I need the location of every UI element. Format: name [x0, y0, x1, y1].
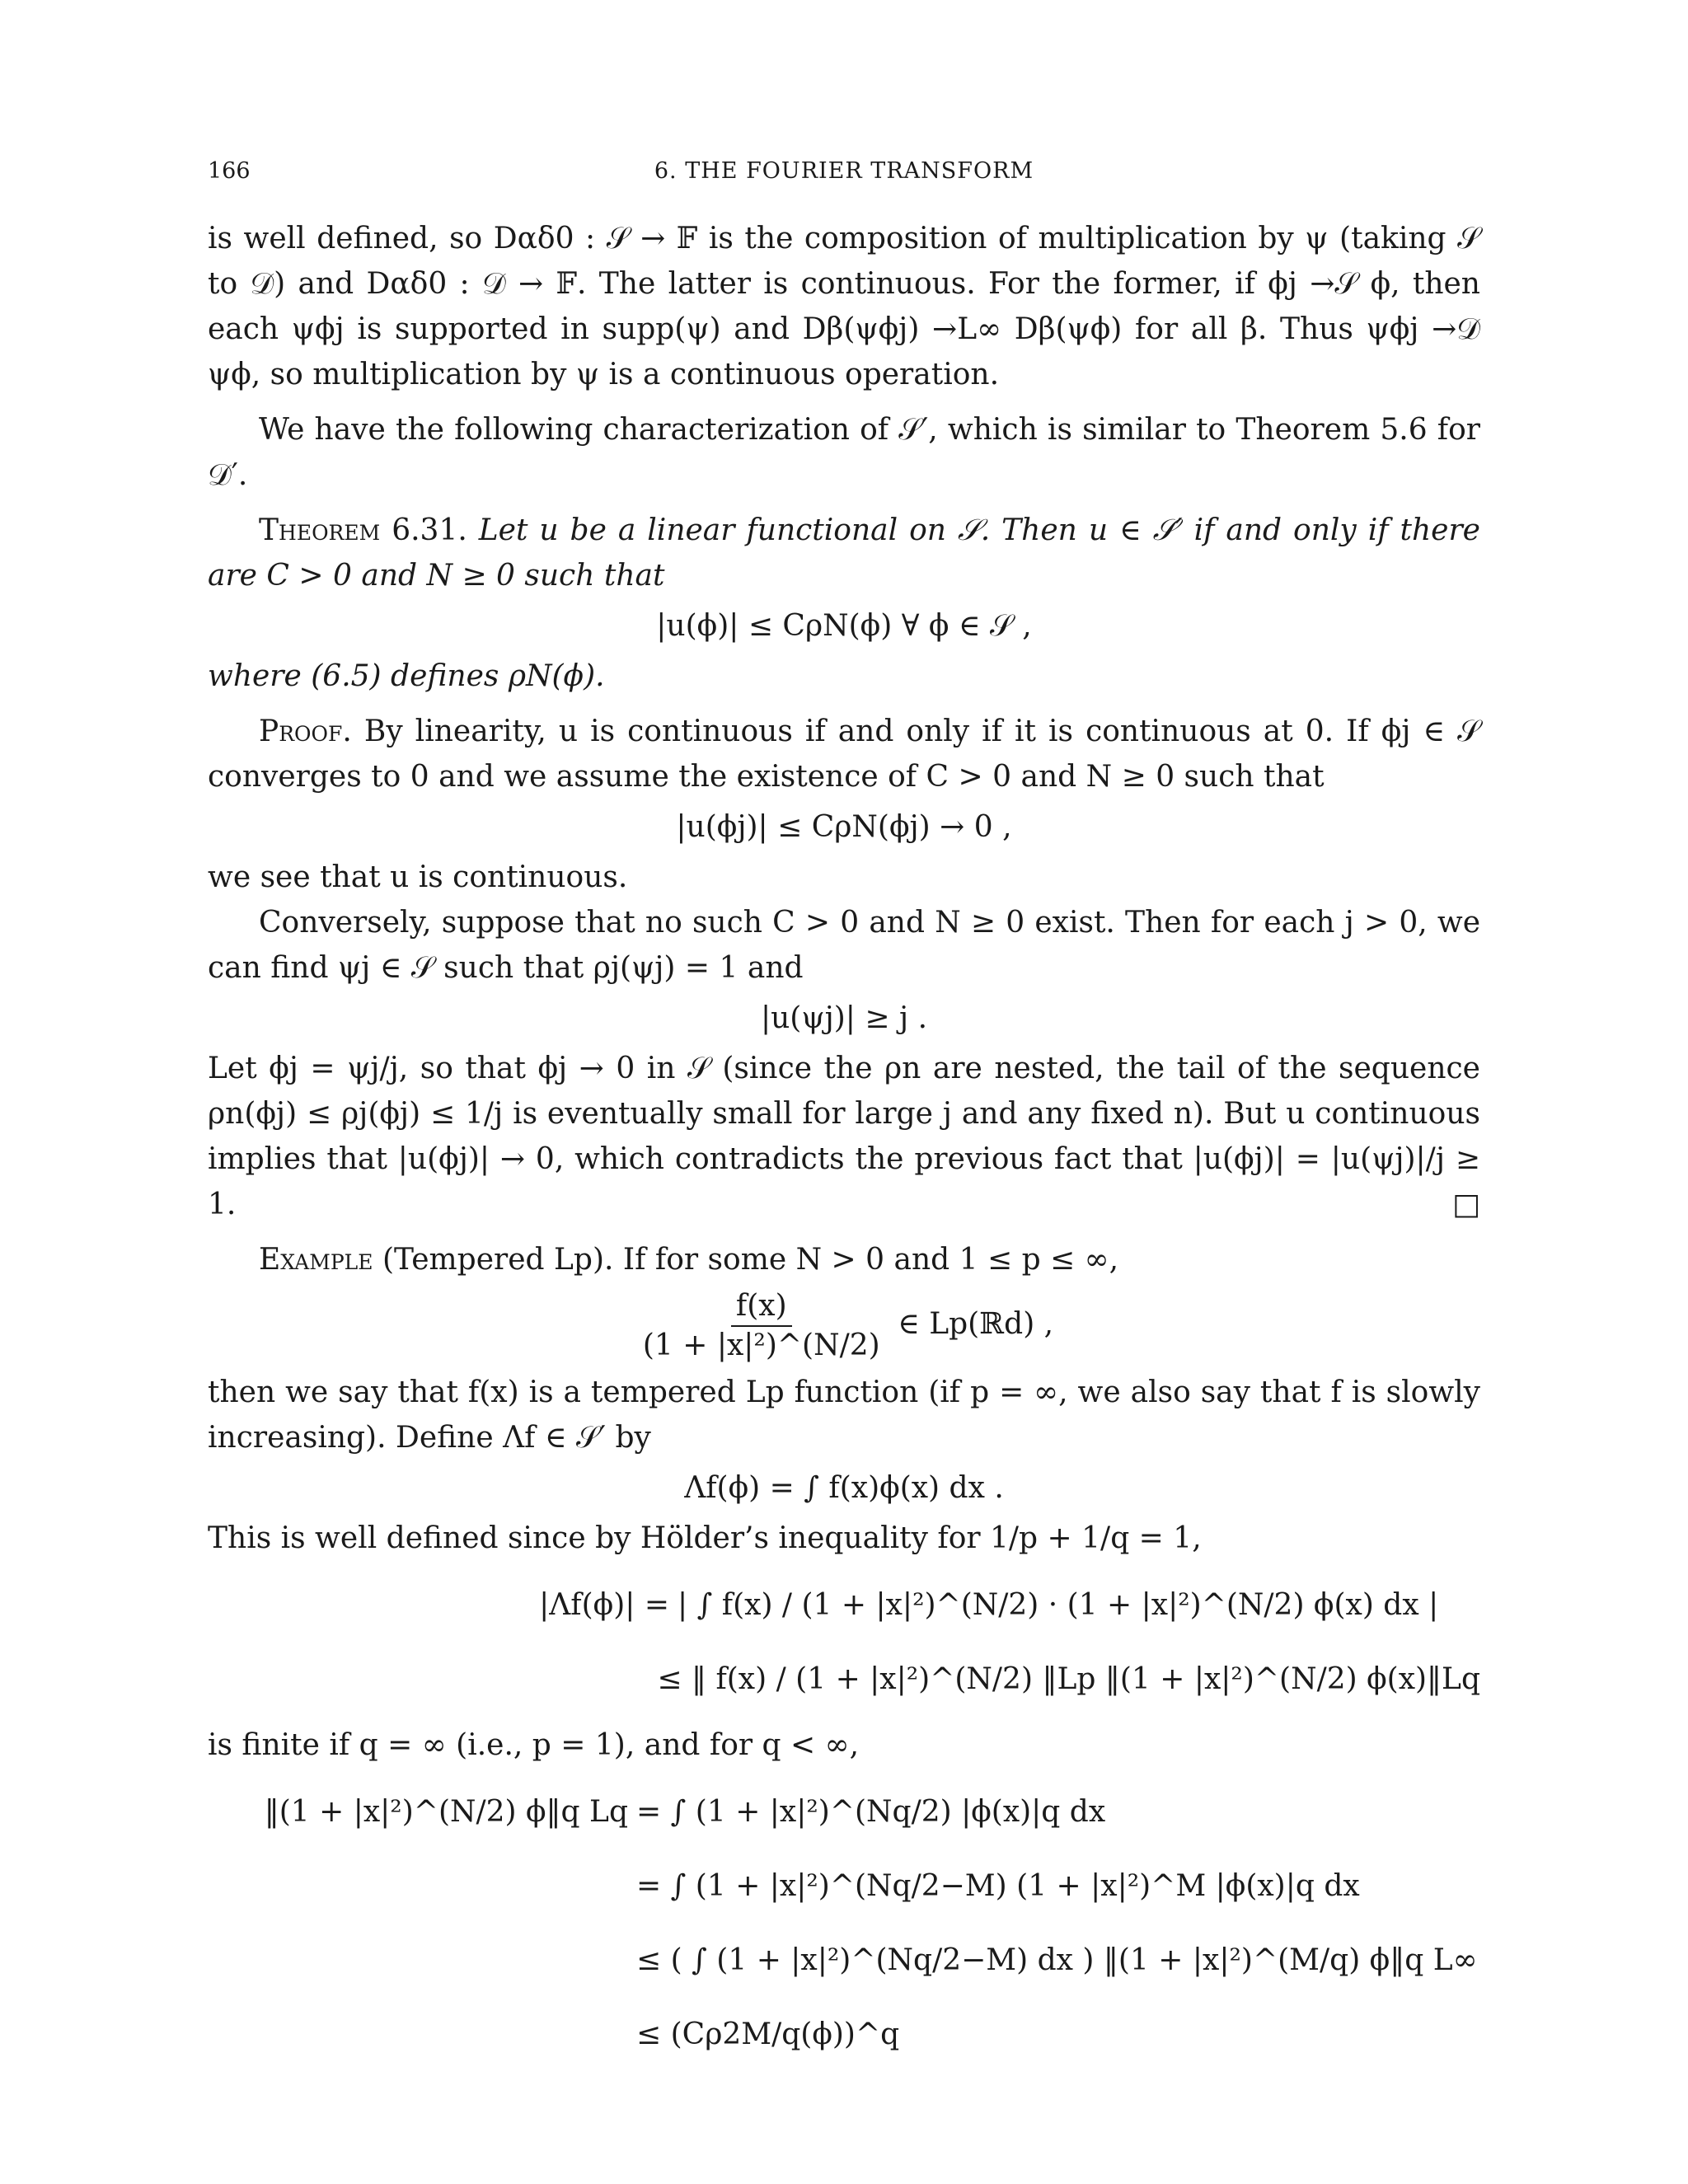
tempered-fraction [638, 1287, 885, 1365]
chain-row-2 [208, 1849, 1480, 1923]
chain-rhs-4: ≤ (Cρ2M/q(ϕ))^q [636, 2017, 900, 2051]
theorem-6-31 [208, 508, 1480, 598]
holder-rhs-2: ≤ ‖ f(x) / (1 + |x|²)^(N/2) ‖Lp ‖(1 + |x|²)^(N/2) ϕ(x)‖Lq [657, 1661, 1480, 1696]
fraction-numerator: f(x) [731, 1287, 792, 1327]
chain-row-1 [208, 1774, 1480, 1849]
finite-case-text: is finite if q = ∞ (i.e., p = 1), and for q < ∞, [208, 1728, 860, 1762]
running-title: 6. THE FOURIER TRANSFORM [654, 158, 1034, 184]
holder-row-1 [208, 1568, 1480, 1642]
norm-chain [208, 1774, 1480, 2071]
proof-paragraph-3: Conversely, suppose that no such C > 0 and N ≥ 0 exist. Then for each j > 0, we can find ψj ∈ 𝒮 such that ρj(ψj) = 1 and [208, 906, 1480, 985]
theorem-equation: |u(ϕ)| ≤ CρN(ϕ) ∀ ϕ ∈ 𝒮 , [656, 609, 1032, 643]
proof-paragraph-4 [208, 1046, 1480, 1227]
proof-paragraph-1 [208, 709, 1480, 799]
paragraph-continuation: is well defined, so Dαδ0 : 𝒮 → 𝔽 is the composition of multiplication by ψ (taking 𝒮 to 𝒟) and Dαδ0 : 𝒟 → 𝔽. The latter is continuous. For the former, if ϕj →𝒮 ϕ, then each ψϕj is supported in supp(ψ) and Dβ(ψϕj) →L∞ Dβ(ψϕ) for all β. Thus ψϕj →𝒟 ψϕ, so multiplication by ψ is a continuous operation. [208, 222, 1480, 391]
chain-row-4 [208, 1997, 1480, 2071]
example-label: Example [259, 1243, 373, 1277]
proof-paragraph-2: we see that u is continuous. [208, 860, 628, 894]
example-definition-text: then we say that f(x) is a tempered Lp function (if p = ∞, we also say that f is slowly increasing). Define Λf ∈ 𝒮′ by [208, 1376, 1480, 1455]
example-paragraph [208, 1237, 1480, 1282]
page-number: 166 [208, 158, 251, 184]
chain-row-3 [208, 1923, 1480, 1997]
holder-lhs: |Λf(ϕ)| = [539, 1587, 669, 1622]
paragraph-characterization: We have the following characterization of 𝒮′, which is similar to Theorem 5.6 for 𝒟′. [208, 413, 1480, 492]
lambda-definition: Λf(ϕ) = ∫ f(x)ϕ(x) dx . [684, 1471, 1004, 1505]
holder-rhs-1: | ∫ f(x) / (1 + |x|²)^(N/2) · (1 + |x|²)^(N/2) ϕ(x) dx | [678, 1587, 1439, 1622]
tempered-condition [208, 1287, 1480, 1365]
qed-box: □ [1451, 1188, 1480, 1221]
fraction-rhs: ∈ Lp(ℝd) , [898, 1307, 1054, 1341]
page-body [208, 216, 1480, 2078]
proof-equation-2: |u(ψj)| ≥ j . [760, 1001, 928, 1035]
proof-text-1: By linearity, u is continuous if and only if it is continuous at 0. If ϕj ∈ 𝒮 converges to 0 and we assume the existence of C > 0 and N ≥ 0 such that [208, 715, 1480, 794]
chain-rhs-2: = ∫ (1 + |x|²)^(Nq/2−M) (1 + |x|²)^M |ϕ(x)|q dx [636, 1868, 1360, 1903]
proof-text-4: Let ϕj = ψj/j, so that ϕj → 0 in 𝒮 (since the ρn are nested, the tail of the sequence ρn(ϕj) ≤ ρj(ϕj) ≤ 1/j is eventually small for large j and any fixed n). But u continuous implies that |u(ϕj)| → 0, which contradicts the previous fact that |u(ϕj)| = |u(ψj)|/j ≥ 1. [208, 1052, 1480, 1221]
page-header [208, 158, 1480, 191]
fraction-denominator: (1 + |x|²)^(N/2) [642, 1329, 880, 1362]
holder-estimate [208, 1568, 1480, 1716]
holder-row-2 [208, 1642, 1480, 1716]
theorem-label: Theorem 6.31. [259, 513, 467, 547]
chain-rhs-1: = ∫ (1 + |x|²)^(Nq/2) |ϕ(x)|q dx [636, 1794, 1106, 1829]
chain-rhs-3: ≤ ( ∫ (1 + |x|²)^(Nq/2−M) dx ) ‖(1 + |x|²)^(M/q) ϕ‖q L∞ [636, 1943, 1478, 1977]
example-intro: (Tempered Lp). If for some N > 0 and 1 ≤ p ≤ ∞, [382, 1243, 1119, 1277]
holder-intro: This is well defined since by Hölder’s inequality for 1/p + 1/q = 1, [208, 1521, 1202, 1555]
proof-label: Proof. [259, 715, 352, 748]
proof-equation-1: |u(ϕj)| ≤ CρN(ϕj) → 0 , [676, 810, 1012, 844]
theorem-where: where (6.5) defines ρN(ϕ). [208, 659, 605, 693]
theorem-statement: Let u be a linear functional on 𝒮. Then u ∈ 𝒮′ if and only if there are C > 0 and N ≥ 0 such that [208, 513, 1480, 593]
chain-lhs: ‖(1 + |x|²)^(N/2) ϕ‖q Lq [264, 1794, 628, 1829]
